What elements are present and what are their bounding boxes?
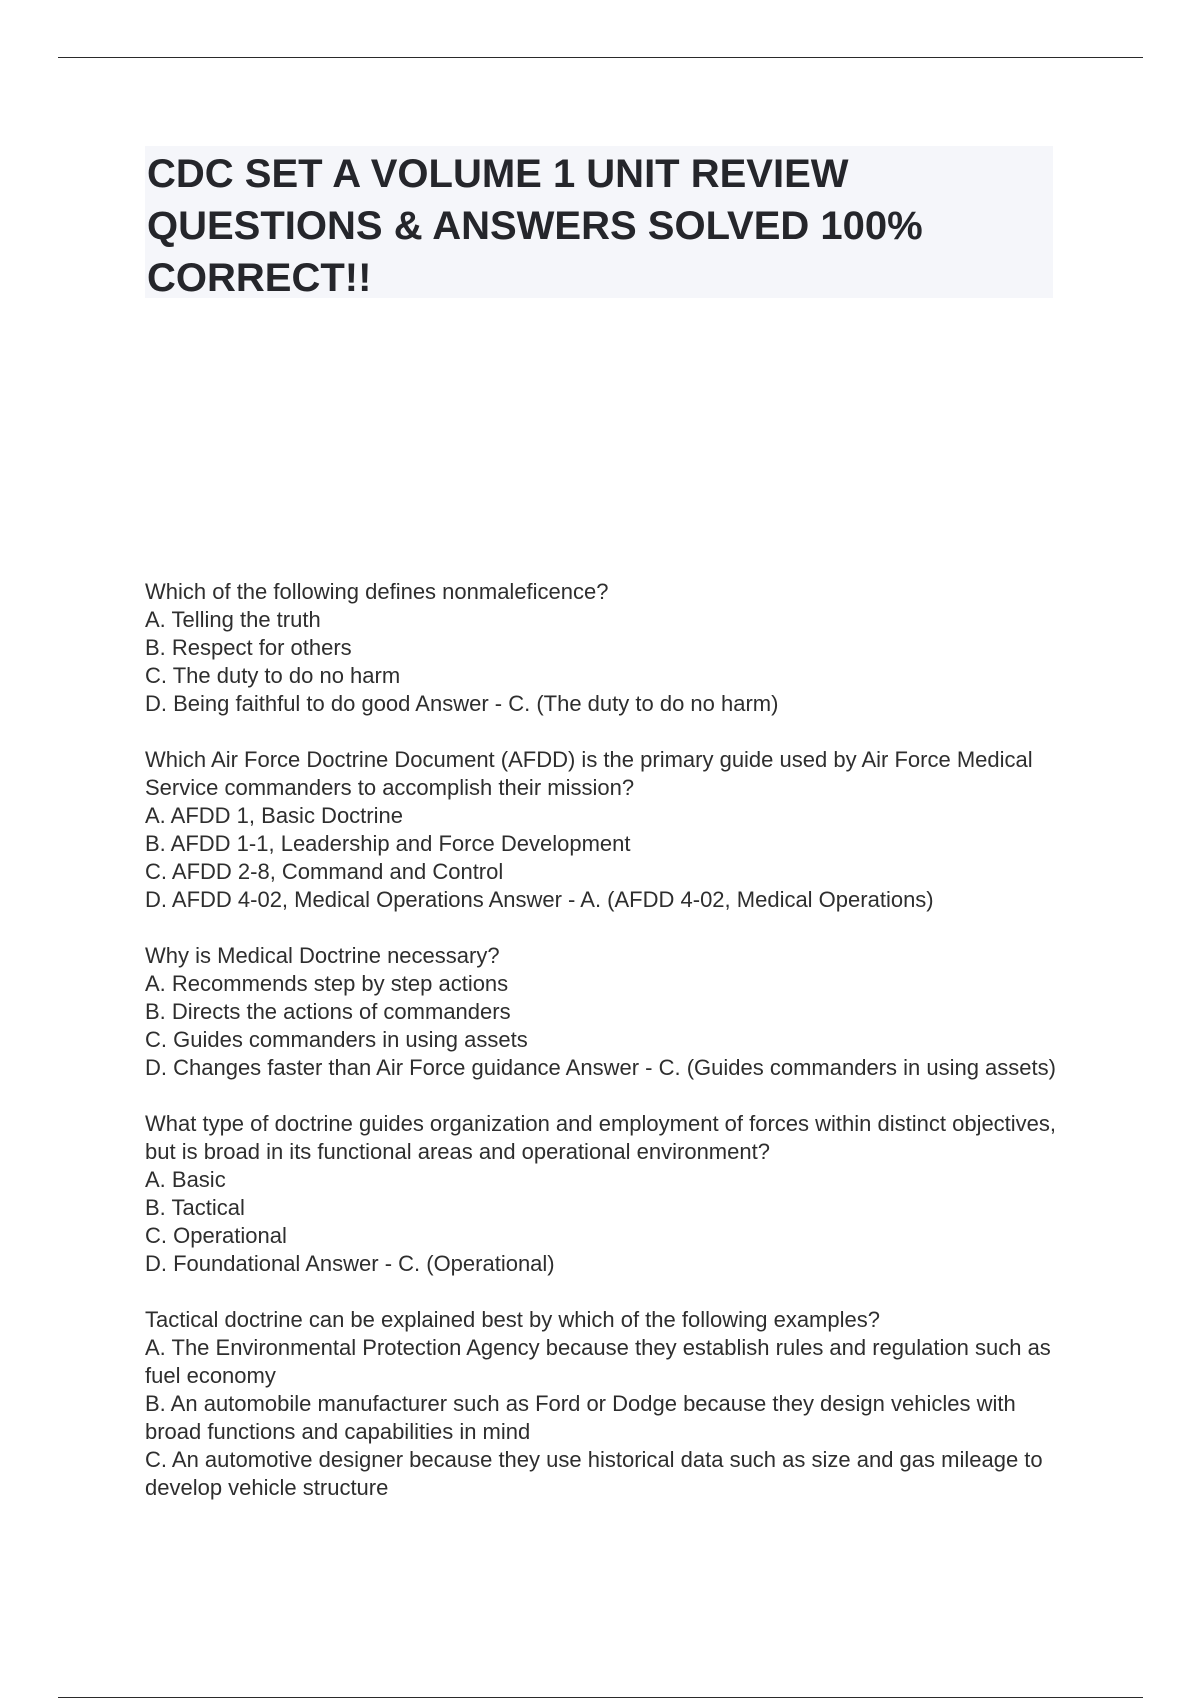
document-title: CDC SET A VOLUME 1 UNIT REVIEW QUESTIONS & ANSWERS SOLVED 100% CORRECT!!	[147, 152, 923, 300]
answer-option: A. AFDD 1, Basic Doctrine	[145, 803, 403, 828]
answer-option: C. AFDD 2-8, Command and Control	[145, 859, 504, 884]
question-text: Which Air Force Doctrine Document (AFDD) is the primary guide used by Air Force Medical Service commanders to accomplish their mission?	[145, 747, 1033, 800]
answer-option: B. AFDD 1-1, Leadership and Force Development	[145, 831, 631, 856]
answer-option: D. Changes faster than Air Force guidance Answer - C. (Guides commanders in using assets)	[145, 1055, 1056, 1080]
question-text: Which of the following defines nonmaleficence?	[145, 579, 609, 604]
answer-option: D. Foundational Answer - C. (Operational)	[145, 1251, 555, 1276]
answer-option: C. Guides commanders in using assets	[145, 1027, 528, 1052]
answer-option: B. An automobile manufacturer such as Ford or Dodge because they design vehicles with broad functions and capabilities in mind	[145, 1391, 1016, 1444]
answer-option: C. An automotive designer because they use historical data such as size and gas mileage to develop vehicle structure	[145, 1447, 1043, 1500]
answer-option: C. Operational	[145, 1223, 287, 1248]
answer-option: A. Basic	[145, 1167, 226, 1192]
question-block	[145, 578, 1075, 718]
question-text: Tactical doctrine can be explained best by which of the following examples?	[145, 1307, 880, 1332]
answer-option: B. Directs the actions of commanders	[145, 999, 511, 1024]
question-block	[145, 746, 1075, 914]
answer-option: C. The duty to do no harm	[145, 663, 401, 688]
question-list	[145, 578, 1075, 1530]
answer-option: A. The Environmental Protection Agency because they establish rules and regulation such as fuel economy	[145, 1335, 1051, 1388]
question-text: Why is Medical Doctrine necessary?	[145, 943, 500, 968]
question-text: What type of doctrine guides organization and employment of forces within distinct objectives, but is broad in its functional areas and operational environment?	[145, 1111, 1057, 1164]
top-divider	[58, 57, 1143, 58]
answer-option: D. Being faithful to do good Answer - C. (The duty to do no harm)	[145, 691, 779, 716]
answer-option: A. Telling the truth	[145, 607, 321, 632]
question-block	[145, 942, 1075, 1082]
answer-option: B. Tactical	[145, 1195, 245, 1220]
title-banner	[145, 146, 1053, 298]
bottom-divider	[58, 1697, 1143, 1698]
answer-option: A. Recommends step by step actions	[145, 971, 509, 996]
answer-option: B. Respect for others	[145, 635, 352, 660]
answer-option: D. AFDD 4-02, Medical Operations Answer - A. (AFDD 4-02, Medical Operations)	[145, 887, 934, 912]
question-block	[145, 1110, 1075, 1278]
question-block	[145, 1306, 1075, 1502]
